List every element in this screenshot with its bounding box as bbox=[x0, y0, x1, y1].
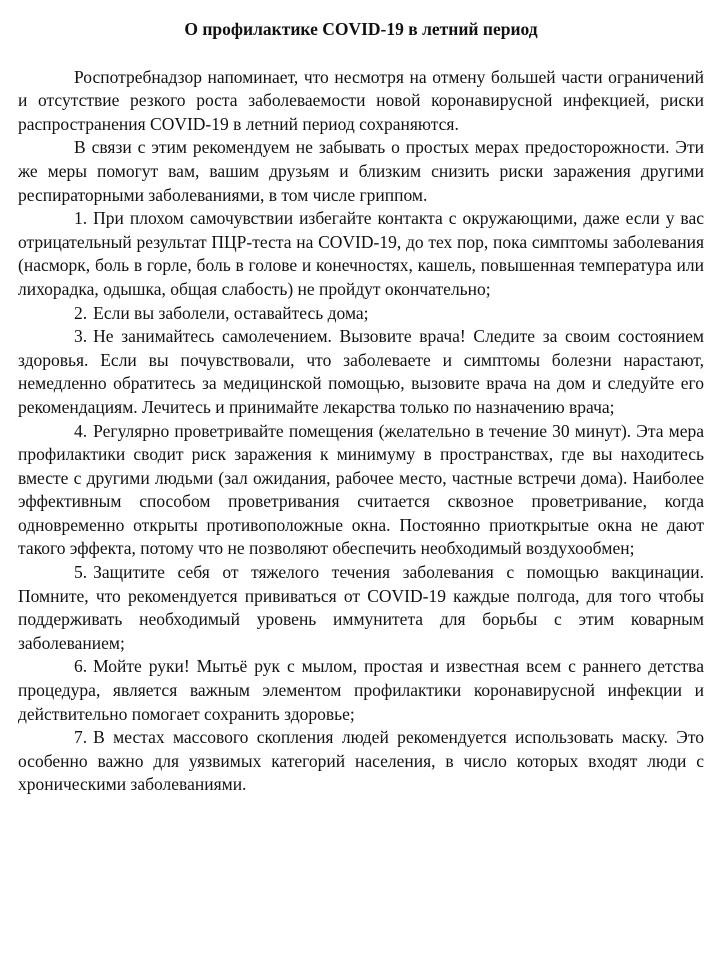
list-item-2 bbox=[18, 302, 704, 326]
list-item-number: 4. bbox=[74, 420, 88, 441]
list-item-text: Регулярно проветривайте помещения (желательно в течение 30 минут). Эта мера профилактики сводит риск заражения к минимуму в пространствах, где вы находитесь вместе с другими людьми (зал ожидания, рабочее место, частные встречи дома). Наиболее эффективным способом проветривания считается сквозное проветривание, когда одновременно открыты противоположные окна. Постоянно приоткрытые окна не дают такого эффекта, потому что не позволяют обеспечить необходимый воздухообмен; bbox=[18, 420, 704, 559]
list-item-5 bbox=[18, 561, 704, 655]
list-item-1 bbox=[18, 207, 704, 301]
list-item-3 bbox=[18, 325, 704, 419]
list-item-text: В местах массового скопления людей рекомендуется использовать маску. Это особенно важно для уязвимых категорий населения, в число которых входят люди с хроническими заболеваниями. bbox=[18, 727, 704, 795]
list-item-text: Если вы заболели, оставайтесь дома; bbox=[93, 302, 369, 323]
list-item-text: При плохом самочувствии избегайте контакта с окружающими, даже если у вас отрицательный результат ПЦР-теста на COVID-19, до тех пор, пока симптомы заболевания (насморк, боль в горле, боль в голове и конечностях, кашель, повышенная температура или лихорадка, одышка, общая слабость) не пройдут окончательно; bbox=[18, 208, 704, 299]
list-item-6 bbox=[18, 655, 704, 726]
list-item-text: Не занимайтесь самолечением. Вызовите врача! Следите за своим состоянием здоровья. Если вы почувствовали, что заболеваете и симптомы болезни нарастают, немедленно обратитесь за медицинской помощью, вызовите врача на дом и следуйте его рекомендациям. Лечитесь и принимайте лекарства только по назначению врача; bbox=[18, 326, 704, 417]
list-item-text: Мойте руки! Мытьё рук с мылом, простая и известная всем с раннего детства процедура, является важным элементом профилактики коронавирусной инфекции и действительно помогает сохранить здоровье; bbox=[18, 656, 704, 724]
list-item-7 bbox=[18, 726, 704, 797]
list-item-number: 3. bbox=[74, 326, 88, 347]
intro-paragraph-2: В связи с этим рекомендуем не забывать о простых мерах предосторожности. Эти же меры помогут вам, вашим друзьям и близким снизить риски заражения другими респираторными заболеваниями, в том числе гриппом. bbox=[18, 137, 704, 205]
intro-paragraph-1: Роспотребнадзор напоминает, что несмотря на отмену большей части ограничений и отсутствие резкого роста заболеваемости новой коронавирусной инфекцией, риски распространения COVID-19 в летний период сохраняются. bbox=[18, 66, 704, 134]
list-item-4 bbox=[18, 420, 704, 562]
list-item-number: 7. bbox=[74, 727, 88, 748]
list-item-number: 2. bbox=[74, 302, 88, 323]
list-item-number: 1. bbox=[74, 208, 88, 229]
document-title: О профилактике COVID-19 в летний период bbox=[184, 19, 538, 39]
list-item-number: 5. bbox=[74, 562, 88, 583]
list-item-number: 6. bbox=[74, 656, 88, 677]
list-item-text: Защитите себя от тяжелого течения заболевания с помощью вакцинации. Помните, что рекомендуется прививаться от COVID-19 каждые полгода, для того чтобы поддерживать необходимый уровень иммунитета для борьбы с этим коварным заболеванием; bbox=[18, 562, 704, 653]
